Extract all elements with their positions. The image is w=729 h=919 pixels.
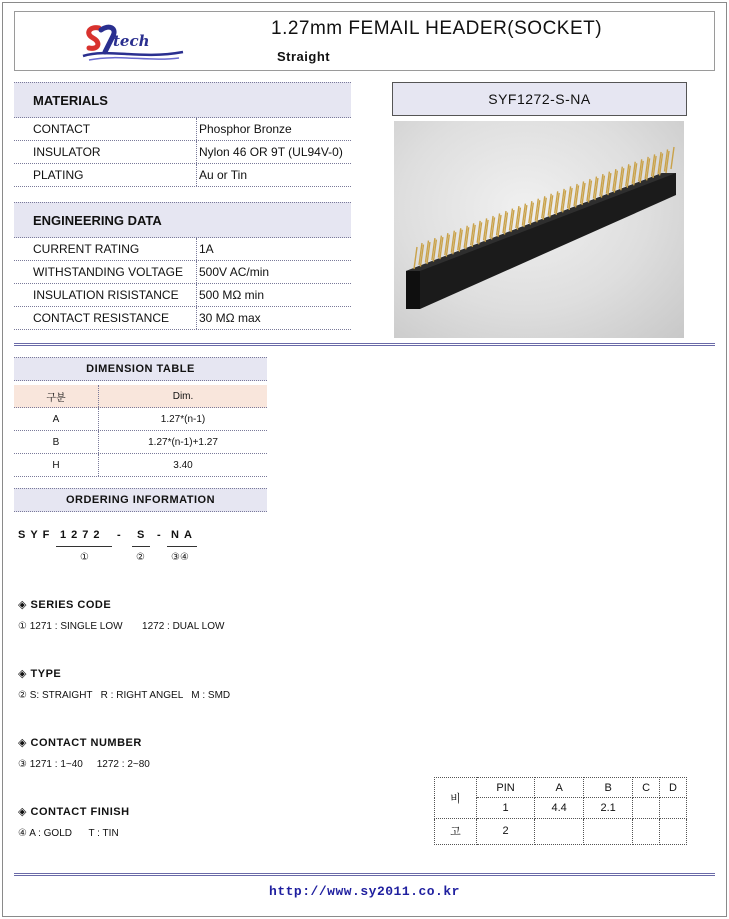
contact-finish-line: ④ A : GOLD T : TIN xyxy=(18,828,119,839)
spec-key: CONTACT xyxy=(14,118,197,140)
remark-side-top: 비 xyxy=(435,778,477,819)
header xyxy=(14,11,715,71)
code-series: SYF xyxy=(18,529,55,541)
code-dash: - xyxy=(117,529,126,541)
part-number-box: SYF1272-S-NA xyxy=(392,82,687,116)
dimension-table-heading: DIMENSION TABLE xyxy=(14,357,267,381)
spec-value: 1A xyxy=(199,242,214,256)
contact-number-title: ◈ CONTACT NUMBER xyxy=(18,737,142,749)
product-photo xyxy=(394,121,684,338)
dim-key: B xyxy=(14,431,99,453)
table-cell xyxy=(633,798,660,818)
table-row xyxy=(14,164,351,187)
column-header: Dim. xyxy=(172,390,194,402)
contact-number-line: ③ 1271 : 1~40 1272 : 2~80 xyxy=(18,759,150,770)
table-row xyxy=(14,141,351,164)
table-cell: 1 xyxy=(477,798,535,818)
table-row xyxy=(14,284,351,307)
spec-key: PLATING xyxy=(14,164,197,186)
type-line: ② S: STRAIGHT R : RIGHT ANGEL M : SMD xyxy=(18,690,231,701)
table-row xyxy=(14,431,267,454)
code-dash: - xyxy=(157,529,166,541)
table-cell xyxy=(535,818,584,845)
type-title: ◈ TYPE xyxy=(18,668,62,680)
column-header: C xyxy=(633,778,660,798)
table-cell: 2.1 xyxy=(584,798,633,818)
table-row xyxy=(14,118,351,141)
code-type: S xyxy=(137,529,150,541)
remark-table xyxy=(434,777,687,845)
column-header: D xyxy=(660,778,687,798)
connector-illustration xyxy=(394,121,684,338)
dim-value: 1.27*(n-1) xyxy=(160,413,206,425)
page-subtitle: Straight xyxy=(277,49,331,64)
column-header: 구분 xyxy=(14,385,99,407)
code-finish: NA xyxy=(171,529,197,541)
dim-key: A xyxy=(14,408,99,430)
column-header: PIN xyxy=(477,778,535,798)
ordering-heading: ORDERING INFORMATION xyxy=(14,488,267,512)
spec-key: CONTACT RESISTANCE xyxy=(14,307,197,329)
spec-value: 500V AC/min xyxy=(199,265,270,279)
table-row xyxy=(14,307,351,330)
contact-finish-title: ◈ CONTACT FINISH xyxy=(18,806,130,818)
code-underline xyxy=(167,546,197,547)
table-header-row xyxy=(435,778,687,798)
connector-pin xyxy=(414,247,417,269)
dim-value: 1.27*(n-1)+1.27 xyxy=(148,436,218,448)
table-cell xyxy=(660,798,687,818)
table-row xyxy=(14,261,351,284)
divider xyxy=(14,343,715,346)
spec-value: 500 MΩ min xyxy=(199,288,264,302)
remark-side-bottom: 고 xyxy=(435,818,477,845)
table-cell xyxy=(633,818,660,845)
column-header: B xyxy=(584,778,633,798)
engineering-heading: ENGINEERING DATA xyxy=(14,202,351,238)
logo-text: tech xyxy=(113,32,150,50)
table-cell: 4.4 xyxy=(535,798,584,818)
materials-table xyxy=(14,82,351,187)
divider xyxy=(14,873,715,876)
table-row xyxy=(14,238,351,261)
spec-value: 30 MΩ max xyxy=(199,311,261,325)
spec-value: Nylon 46 OR 9T (UL94V-0) xyxy=(199,145,343,159)
spec-key: CURRENT RATING xyxy=(14,238,197,260)
page-title: 1.27mm FEMAIL HEADER(SOCKET) xyxy=(271,18,603,39)
table-cell: 2 xyxy=(477,818,535,845)
table-cell xyxy=(584,818,633,845)
connector-pin xyxy=(671,147,674,169)
materials-heading: MATERIALS xyxy=(14,82,351,118)
engineering-table xyxy=(14,202,351,330)
code-marker: ② xyxy=(136,552,145,563)
code-underline xyxy=(132,546,150,547)
dim-key: H xyxy=(14,454,99,476)
table-row xyxy=(14,408,267,431)
code-marker: ③④ xyxy=(171,552,189,563)
spec-key: INSULATION RISISTANCE xyxy=(14,284,197,306)
series-code-title: ◈ SERIES CODE xyxy=(18,599,112,611)
code-underline xyxy=(56,546,112,547)
code-number: 1272 xyxy=(60,529,105,541)
spec-key: INSULATOR xyxy=(14,141,197,163)
spec-value: Phosphor Bronze xyxy=(199,122,292,136)
spec-value: Au or Tin xyxy=(199,168,248,182)
table-row xyxy=(435,818,687,845)
footer-url-link[interactable]: http://www.sy2011.co.kr xyxy=(269,884,460,899)
code-marker: ① xyxy=(80,552,89,563)
dimension-table xyxy=(14,385,267,477)
dim-value: 3.40 xyxy=(173,459,193,471)
series-code-line: ① 1271 : SINGLE LOW 1272 : DUAL LOW xyxy=(18,621,225,632)
table-row xyxy=(14,454,267,477)
table-cell xyxy=(660,818,687,845)
table-header-row xyxy=(14,385,267,408)
spec-key: WITHSTANDING VOLTAGE xyxy=(14,261,197,283)
column-header: A xyxy=(535,778,584,798)
